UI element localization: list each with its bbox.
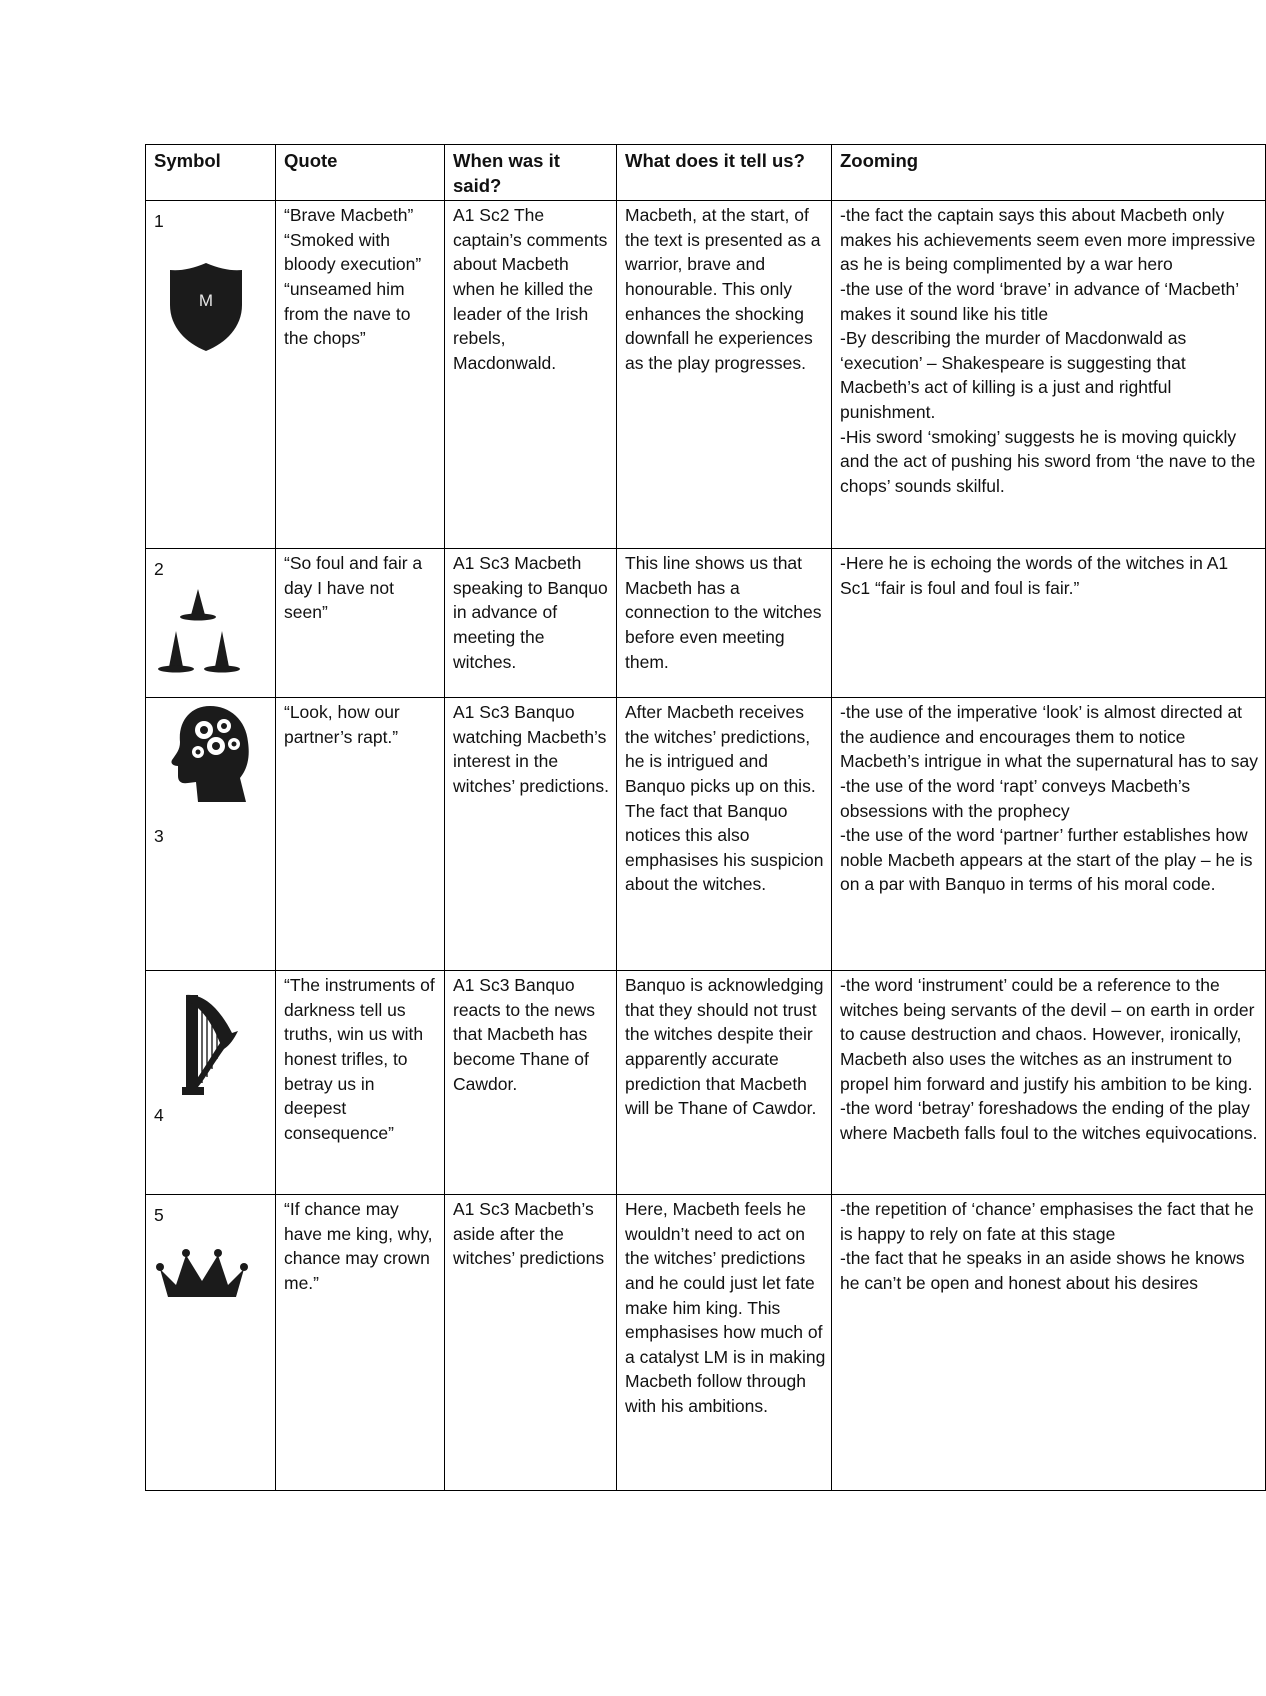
header-when: When was it said? [445, 145, 617, 201]
zooming-line: -His sword ‘smoking’ suggests he is moving quickly and the act of pushing his sword from ‘the nave to the chops’ sounds skilful. [840, 426, 1256, 496]
zooming-line: -the fact the captain says this about Macbeth only makes his achievements seem even more impressive as he is being complimented by a war hero [840, 205, 1256, 275]
row-number: 2 [154, 559, 164, 580]
zooming-line: -the use of the imperative ‘look’ is almost directed at the audience and encourages them to notice Macbeth’s intrigue in what the supernatural has to say [840, 702, 1258, 772]
quote-cell: “Brave Macbeth” “Smoked with bloody execution” “unseamed him from the nave to the chops” [276, 201, 445, 549]
quote-cell: “Look, how our partner’s rapt.” [276, 698, 445, 971]
row-number: 1 [154, 211, 164, 232]
shield-letter: M [198, 291, 214, 311]
when-cell: A1 Sc2 The captain’s comments about Macbeth when he killed the leader of the Irish rebels, Macdonwald. [445, 201, 617, 549]
what-cell: Macbeth, at the start, of the text is presented as a warrior, brave and honourable. This only enhances the shocking downfall he experiences as the play progresses. [617, 201, 832, 549]
what-cell: After Macbeth receives the witches’ predictions, he is intrigued and Banquo picks up on this. The fact that Banquo notices this also emphasises his suspicion about the witches. [617, 698, 832, 971]
symbol-cell [146, 971, 276, 1195]
symbol-cell [146, 201, 276, 549]
zooming-line: -the repetition of ‘chance’ emphasises the fact that he is happy to rely on fate at this stage [840, 1199, 1254, 1244]
row-number: 3 [154, 826, 164, 847]
when-cell: A1 Sc3 Macbeth speaking to Banquo in advance of meeting the witches. [445, 549, 617, 698]
header-what: What does it tell us? [617, 145, 832, 201]
zooming-line: -the use of the word ‘partner’ further establishes how noble Macbeth appears at the start of the play – he is on a par with Banquo in terms of his moral code. [840, 825, 1253, 895]
zooming-line: -the word ‘instrument’ could be a reference to the witches being servants of the devil – on earth in order to cause destruction and chaos. However, ironically, Macbeth also uses the witches as an instrument to propel him forward and justify his ambition to be king. [840, 975, 1255, 1094]
when-cell: A1 Sc3 Banquo watching Macbeth’s interest in the witches’ predictions. [445, 698, 617, 971]
header-zooming: Zooming [832, 145, 1266, 201]
witch-hats-icon [158, 587, 242, 677]
zooming-line: -the use of the word ‘rapt’ conveys Macbeth’s obsessions with the prophecy [840, 775, 1191, 821]
zooming-cell [832, 201, 1266, 549]
quote-cell: “If chance may have me king, why, chance may crown me.” [276, 1195, 445, 1491]
quote-cell: “So foul and fair a day I have not seen” [276, 549, 445, 698]
row-number: 4 [154, 1105, 164, 1126]
zooming-line: -the word ‘betray’ foreshadows the ending of the play where Macbeth falls foul to the witches equivocations. [840, 1098, 1258, 1143]
table-row [146, 971, 1266, 1195]
zooming-cell [832, 549, 1266, 698]
crown-icon [156, 1247, 248, 1299]
quote-cell: “The instruments of darkness tell us truths, win us with honest trifles, to betray us in deepest consequence” [276, 971, 445, 1195]
symbol-cell [146, 698, 276, 971]
zooming-cell [832, 971, 1266, 1195]
table-row [146, 549, 1266, 698]
zooming-line: -the fact that he speaks in an aside shows he knows he can’t be open and honest about his desires [840, 1248, 1245, 1293]
zooming-cell [832, 1195, 1266, 1491]
what-cell: This line shows us that Macbeth has a connection to the witches before even meeting them. [617, 549, 832, 698]
what-cell: Here, Macbeth feels he wouldn’t need to act on the witches’ predictions and he could just let fate make him king. This emphasises how much of a catalyst LM is in making Macbeth follow through with his ambitions. [617, 1195, 832, 1491]
zooming-line: -the use of the word ‘brave’ in advance of ‘Macbeth’ makes it sound like his title [840, 278, 1239, 324]
header-quote: Quote [276, 145, 445, 201]
what-cell: Banquo is acknowledging that they should not trust the witches despite their apparently accurate prediction that Macbeth will be Thane of Cawdor. [617, 971, 832, 1195]
table-row [146, 1195, 1266, 1491]
table-row [146, 201, 1266, 549]
shield-icon [168, 261, 244, 353]
when-cell: A1 Sc3 Banquo reacts to the news that Macbeth has become Thane of Cawdor. [445, 971, 617, 1195]
header-row [146, 145, 1266, 201]
zooming-cell [832, 698, 1266, 971]
table-row [146, 698, 1266, 971]
when-cell: A1 Sc3 Macbeth’s aside after the witches’ predictions [445, 1195, 617, 1491]
symbol-cell [146, 1195, 276, 1491]
harp-icon [182, 993, 246, 1095]
zooming-line: -Here he is echoing the words of the witches in A1 Sc1 “fair is foul and foul is fair.” [840, 553, 1229, 598]
macbeth-quote-table [145, 144, 1266, 1491]
head-gears-icon [168, 698, 252, 818]
zooming-line: -By describing the murder of Macdonwald as ‘execution’ – Shakespeare is suggesting that Macbeth’s act of killing is a just and rightful punishment. [840, 328, 1187, 422]
header-symbol: Symbol [146, 145, 276, 201]
row-number: 5 [154, 1205, 164, 1226]
symbol-cell [146, 549, 276, 698]
